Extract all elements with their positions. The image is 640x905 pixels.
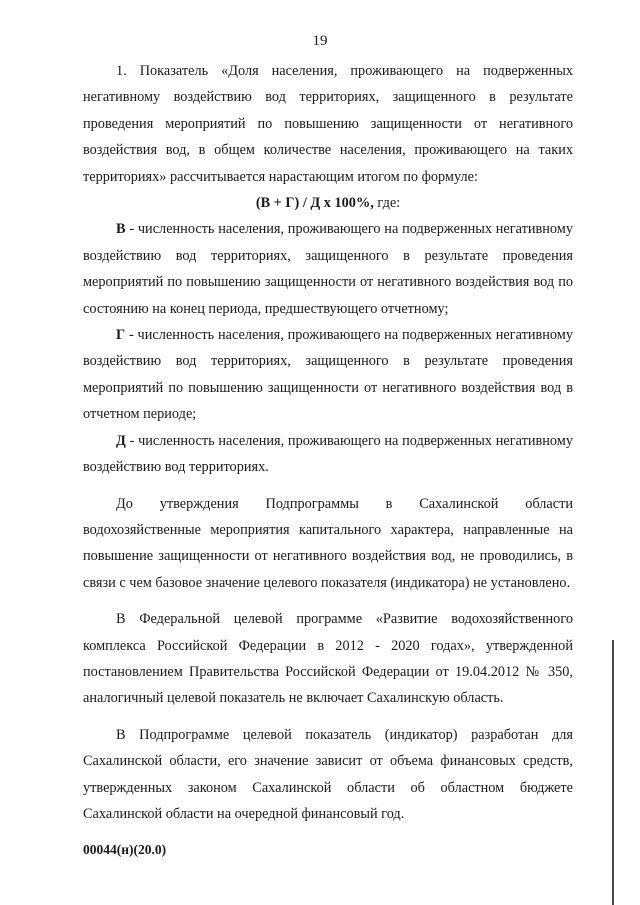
indicator-paragraph: В Подпрограмме целевой показатель (индикатор) разработан для Сахалинской области, его значение зависит от объема финансовых средств, утвержденных законом Сахалинской области об областном бюджете Сахалинской области на очередной финансовый год.	[83, 726, 573, 822]
definition-d	[83, 428, 573, 481]
definition-text: - численность населения, проживающего на подверженных негативному воздействию вод территориях, защищенного в результате проведения мероприятий по повышению защищенности от негативного воздействия вод в отчетном периоде;	[83, 327, 573, 423]
definition-text: - численность населения, проживающего на подверженных негативному воздействию вод территориях.	[83, 432, 573, 476]
baseline-paragraph: До утверждения Подпрограммы в Сахалинской области водохозяйственные мероприятия капитального характера, направленные на повышение защищенности от негативного воздействия вод, не проводились, в связи с чем базовое значение целевого показателя (индикатора) не установлено.	[83, 495, 573, 591]
definition-b	[83, 216, 573, 322]
formula-suffix: где:	[373, 195, 401, 212]
intro-paragraph: 1. Показатель «Доля населения, проживающего на подверженных негативному воздействию вод территориях, защищенного в результате проведения мероприятий по повышению защищенности от негативного воздействия вод, в общем количестве населения, проживающего на таких территориях» рассчитывается нарастающим итогом по формуле:	[83, 63, 573, 185]
definition-text: - численность населения, проживающего на подверженных негативному воздействию вод территориях, защищенного в результате проведения мероприятий по повышению защищенности от негативного воздействия вод по состоянию на конец периода, предшествующего отчетному;	[83, 221, 573, 317]
definition-letter: В	[116, 221, 126, 238]
definition-letter: Д	[116, 432, 126, 449]
definition-g	[83, 322, 573, 428]
definition-letter: Г	[116, 327, 126, 344]
document-code: 00044(н)(20.0)	[83, 842, 167, 857]
page-number: 19	[312, 33, 328, 49]
document-body	[83, 58, 573, 827]
formula-expression: (В + Г) / Д х 100%,	[255, 195, 374, 212]
scan-edge-line	[612, 640, 614, 905]
federal-program-paragraph: В Федеральной целевой программе «Развитие водохозяйственного комплекса Российской Федерации в 2012 - 2020 годах», утвержденной постановлением Правительства Российской Федерации от 19.04.2012 № 350, аналогичный целевой показатель не включает Сахалинскую область.	[83, 611, 573, 707]
formula	[83, 190, 573, 216]
